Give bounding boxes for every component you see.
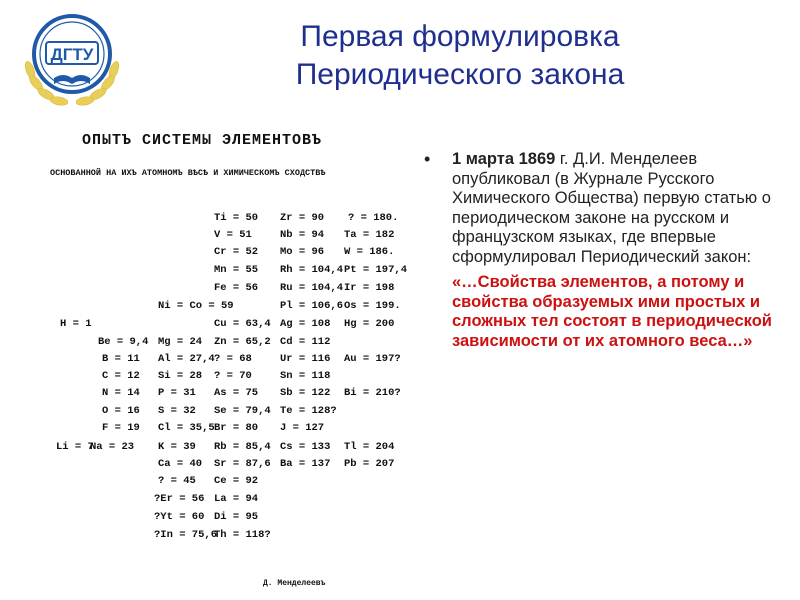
table-cell: K = 39: [158, 441, 196, 453]
table-cell: Si = 28: [158, 370, 203, 382]
table-cell: Sn = 118: [280, 370, 331, 382]
table-cell: J = 127: [280, 422, 325, 434]
bullet-text: г. Д.И. Менделеев опубликовал (в Журнале Русского Химического Общества) первую статью о периодическом законе на русском и французском языках, где впервые сформулировал Периодический закон:: [452, 150, 771, 266]
table-cell: ? = 70: [214, 370, 252, 382]
table-cell: ?In = 75,6: [154, 529, 218, 541]
table-signature: Д. Менделеевъ: [263, 579, 326, 588]
table-cell: Bi = 210?: [344, 387, 401, 399]
table-cell: ? = 45: [158, 475, 196, 487]
table-cell: Ba = 137: [280, 458, 331, 470]
table-heading: ОПЫТЪ СИСТЕМЫ ЭЛЕМЕНТОВЪ: [82, 132, 323, 149]
table-cell: Se = 79,4: [214, 405, 271, 417]
table-cell: ?Er = 56: [154, 493, 205, 505]
table-cell: Ce = 92: [214, 475, 259, 487]
law-quote: «…Свойства элементов, а потому и свойства образуемых ими простых и сложных тел состоят в периодической зависимости от их атомного веса…»: [452, 273, 772, 350]
table-cell: La = 94: [214, 493, 259, 505]
table-cell: Ag = 108: [280, 318, 331, 330]
bullet-dot-icon: •: [424, 149, 431, 169]
logo-text: ДГТУ: [50, 45, 94, 64]
table-cell: C = 12: [102, 370, 140, 382]
table-cell: B = 11: [102, 353, 140, 365]
table-cell: H = 1: [60, 318, 92, 330]
title-line-1: Первая формулировка: [300, 20, 620, 53]
university-logo: [16, 8, 128, 108]
table-cell: Cl = 35,5: [158, 422, 215, 434]
table-cell: Ta = 182: [344, 229, 395, 241]
table-cell: ?Yt = 60: [154, 511, 205, 523]
table-cell: Zn = 65,2: [214, 336, 271, 348]
table-cell: N = 14: [102, 387, 140, 399]
table-cell: F = 19: [102, 422, 140, 434]
table-cell: ? = 68: [214, 353, 252, 365]
table-cell: Mo = 96: [280, 246, 325, 258]
table-cell: S = 32: [158, 405, 196, 417]
table-cell: Li = 7: [56, 441, 94, 453]
table-cell: ? = 180.: [348, 212, 399, 224]
table-cell: Cu = 63,4: [214, 318, 271, 330]
table-cell: Ur = 116: [280, 353, 331, 365]
table-cell: Hg = 200: [344, 318, 395, 330]
table-cell: Ir = 198: [344, 282, 395, 294]
slide-title: [190, 18, 730, 94]
table-cell: V = 51: [214, 229, 252, 241]
table-cell: Tl = 204: [344, 441, 395, 453]
table-cell: W = 186.: [344, 246, 395, 258]
table-cell: As = 75: [214, 387, 259, 399]
table-cell: Cr = 52: [214, 246, 259, 258]
table-cell: Ru = 104,4: [280, 282, 344, 294]
table-cell: Sr = 87,6: [214, 458, 271, 470]
table-cell: Be = 9,4: [98, 336, 149, 348]
table-cell: Di = 95: [214, 511, 259, 523]
table-cell: Au = 197?: [344, 353, 401, 365]
table-cell: Ti = 50: [214, 212, 259, 224]
table-cell: O = 16: [102, 405, 140, 417]
table-cell: Zr = 90: [280, 212, 325, 224]
table-cell: Mg = 24: [158, 336, 203, 348]
bullet-content: [424, 150, 784, 351]
table-cell: Fe = 56: [214, 282, 259, 294]
title-line-2: Периодического закона: [295, 58, 625, 91]
bullet-paragraph: [452, 150, 784, 267]
table-cell: P = 31: [158, 387, 196, 399]
table-cell: Br = 80: [214, 422, 259, 434]
table-cell: Na = 23: [90, 441, 135, 453]
table-cell: Sb = 122: [280, 387, 331, 399]
table-cell: Pb = 207: [344, 458, 395, 470]
table-cell: Cs = 133: [280, 441, 331, 453]
table-cell: Th = 118?: [214, 529, 271, 541]
table-cell: Os = 199.: [344, 300, 401, 312]
table-cell: Pl = 106,6: [280, 300, 344, 312]
table-cell: Te = 128?: [280, 405, 337, 417]
table-cell: Pt = 197,4: [344, 264, 408, 276]
table-cell: Ca = 40: [158, 458, 203, 470]
table-cell: Rb = 85,4: [214, 441, 271, 453]
table-subheading: ОСНОВАННОЙ НА ИХЪ АТОМНОМЪ ВѢСѢ И ХИМИЧЕСКОМЪ СХОДСТВѢ: [50, 168, 326, 178]
table-cell: Mn = 55: [214, 264, 259, 276]
bullet-date: 1 марта 1869: [452, 150, 556, 168]
table-cell: Ni = Co = 59: [158, 300, 234, 312]
table-cell: Rh = 104,4: [280, 264, 344, 276]
table-cell: Cd = 112: [280, 336, 331, 348]
mendeleev-table-image: [50, 128, 420, 598]
table-cell: Al = 27,4: [158, 353, 215, 365]
table-cell: Nb = 94: [280, 229, 325, 241]
